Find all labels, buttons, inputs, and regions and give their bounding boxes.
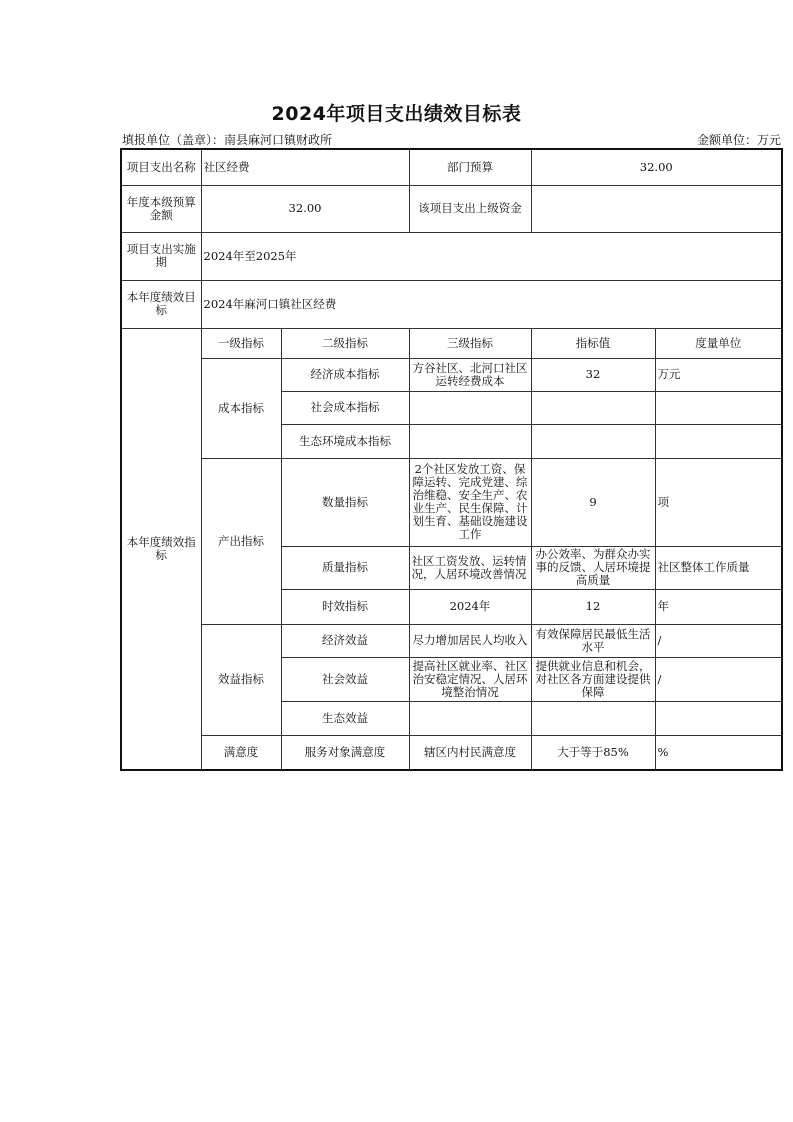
- cell-level2: 服务对象满意度: [281, 735, 409, 770]
- annual-budget-value: 32.00: [201, 185, 409, 232]
- goal-label: 本年度绩效目标: [121, 280, 201, 328]
- project-name-value: 社区经费: [201, 149, 409, 185]
- goal-row: [121, 280, 782, 328]
- cell-level2: 经济成本指标: [281, 358, 409, 391]
- cell-level2: 社会效益: [281, 657, 409, 701]
- table-row: [121, 624, 782, 657]
- cell-level2: 质量指标: [281, 546, 409, 589]
- cell-level3: [409, 701, 531, 735]
- header-level1: 一级指标: [201, 328, 281, 358]
- cell-level2: 生态效益: [281, 701, 409, 735]
- reporting-unit: 填报单位（盖章）：南县麻河口镇财政所: [122, 133, 333, 147]
- indicator-header-row: [121, 328, 782, 358]
- indicator-section-label: 本年度绩效指标: [121, 328, 201, 770]
- period-label: 项目支出实施期: [121, 232, 201, 280]
- header-level2: 二级指标: [281, 328, 409, 358]
- cell-value: 32: [531, 358, 655, 391]
- page-title: 2024年项目支出绩效目标表: [271, 103, 522, 125]
- period-row: [121, 232, 782, 280]
- cell-unit: [655, 701, 782, 735]
- cell-level3: [409, 391, 531, 424]
- annual-budget-row: [121, 185, 782, 232]
- cell-unit: 年: [655, 589, 782, 624]
- header-level3: 三级指标: [409, 328, 531, 358]
- cell-unit: %: [655, 735, 782, 770]
- cell-level2: 社会成本指标: [281, 391, 409, 424]
- cell-unit: [655, 391, 782, 424]
- table-row: [121, 735, 782, 770]
- period-value: 2024年至2025年: [201, 232, 782, 280]
- cell-value: 办公效率、为群众办实事的反馈、人居环境提高质量: [531, 546, 655, 589]
- dept-budget-value: 32.00: [531, 149, 782, 185]
- cell-level3: [409, 424, 531, 458]
- cell-level2: 生态环境成本指标: [281, 424, 409, 458]
- cell-value: [531, 701, 655, 735]
- cell-value: 提供就业信息和机会，对社区各方面建设提供保障: [531, 657, 655, 701]
- benefit-indicator-label: 效益指标: [201, 624, 281, 735]
- project-name-label: 项目支出名称: [121, 149, 201, 185]
- satisfaction-indicator-label: 满意度: [201, 735, 281, 770]
- cell-value: 大于等于85%: [531, 735, 655, 770]
- cell-value: [531, 391, 655, 424]
- cell-value: 有效保障居民最低生活水平: [531, 624, 655, 657]
- amount-unit: 金额单位：万元: [696, 133, 781, 147]
- cell-unit: 社区整体工作质量: [655, 546, 782, 589]
- header-unit: 度量单位: [655, 328, 782, 358]
- table-row: [121, 358, 782, 391]
- dept-budget-label: 部门预算: [409, 149, 531, 185]
- header-value: 指标值: [531, 328, 655, 358]
- performance-target-table: [120, 148, 783, 771]
- cell-value: 9: [531, 458, 655, 546]
- cell-level3: 2024年: [409, 589, 531, 624]
- goal-value: 2024年麻河口镇社区经费: [201, 280, 782, 328]
- cell-level3: 辖区内村民满意度: [409, 735, 531, 770]
- cell-level3: 2个社区发放工资、保障运转、完成党建、综治维稳、安全生产、农业生产、民生保障、计划生育、基础设施建设工作: [409, 458, 531, 546]
- output-indicator-label: 产出指标: [201, 458, 281, 624]
- cell-level3: 社区工资发放、运转情况，人居环境改善情况: [409, 546, 531, 589]
- table-row: [121, 458, 782, 546]
- upper-funds-value: [531, 185, 782, 232]
- cell-unit: /: [655, 657, 782, 701]
- cell-value: 12: [531, 589, 655, 624]
- cost-indicator-label: 成本指标: [201, 358, 281, 458]
- upper-funds-label: 该项目支出上级资金: [409, 185, 531, 232]
- cell-level2: 数量指标: [281, 458, 409, 546]
- cell-level3: 方谷社区、北河口社区运转经费成本: [409, 358, 531, 391]
- annual-budget-label: 年度本级预算金额: [121, 185, 201, 232]
- cell-level2: 经济效益: [281, 624, 409, 657]
- cell-unit: /: [655, 624, 782, 657]
- cell-level3: 尽力增加居民人均收入: [409, 624, 531, 657]
- cell-level3: 提高社区就业率、社区治安稳定情况、人居环境整治情况: [409, 657, 531, 701]
- cell-unit: 项: [655, 458, 782, 546]
- cell-unit: [655, 424, 782, 458]
- cell-value: [531, 424, 655, 458]
- cell-unit: 万元: [655, 358, 782, 391]
- project-name-row: [121, 149, 782, 185]
- cell-level2: 时效指标: [281, 589, 409, 624]
